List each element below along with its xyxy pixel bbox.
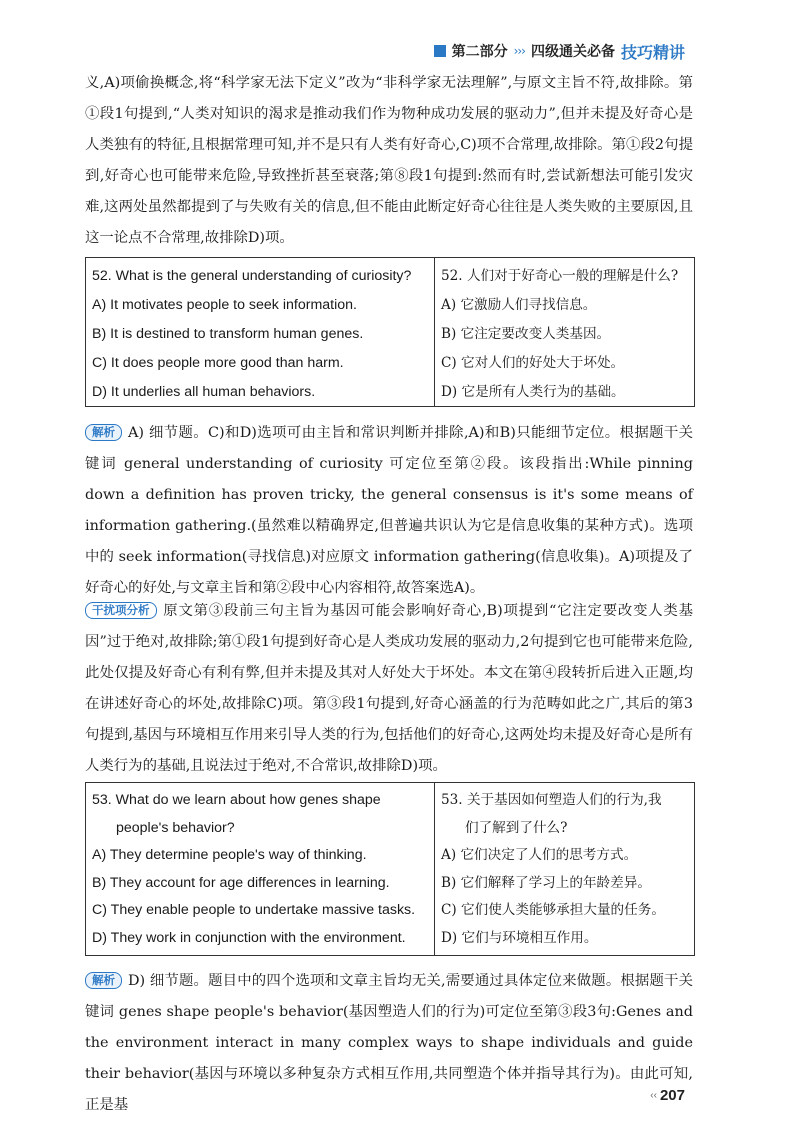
analysis-tag: 解析 (85, 424, 122, 441)
option-a-zh: A) 它们决定了人们的思考方式。 (441, 847, 638, 864)
question-53-english (86, 783, 435, 955)
distractor-52-text: 原文第③段前三句主旨为基因可能会影响好奇心,B)项提到“它注定要改变人类基因”过于绝对,故排除;第①段1句提到好奇心是人类成功发展的驱动力,2句提到它也可能带来危险,此处仅提及好奇心有利有弊,但并未提及其对人好处大于坏处。本文在第④段转折后进入正题,均在讲述好奇心的坏处,故排除C)项。第③段1句提到,好奇心涵盖的行为范畴如此之广,其后的第3句提到,基因与环境相互作用来引导人类的行为,包括他们的好奇心,这两处均未提及好奇心是所有人类行为的基础,且说法过于绝对,不合常识,故排除D)项。 (85, 603, 693, 774)
question-52-stem: 52. What is the general understanding of curiosity? (92, 268, 412, 284)
option-a: A) It motivates people to seek information. (92, 297, 357, 313)
analysis-53 (85, 966, 693, 1121)
option-a: A) They determine people's way of thinking. (92, 847, 367, 864)
option-d-zh: D) 它是所有人类行为的基础。 (441, 384, 625, 400)
analysis-53-text: D) 细节题。题目中的四个选项和文章主旨均无关,需要通过具体定位来做题。根据题干关键词 genes shape people's behavior(基因塑造人们的行为)可定位至第③段3句:Genes and the environment interact in many complex ways to shape individuals and guide their behavior(基因与环境以多种复杂方式相互作用,共同塑造个体并指导其行为)。由此可知,正是基 (85, 973, 693, 1113)
option-b-zh: B) 它们解释了学习上的年龄差异。 (441, 874, 651, 891)
option-c-zh: C) 它们使人类能够承担大量的任务。 (441, 902, 665, 919)
analysis-52-text: A) 细节题。C)和D)选项可由主旨和常识判断并排除,A)和B)只能细节定位。根据题干关键词 general understanding of curiosity 可定位至第②段。该段指出:While pinning down a definition has proven tricky, the general consensus is it's some means of information gathering.(虽然难以精确界定,但普遍共识认为它是信息收集的某种方式)。选项中的 seek information(寻找信息)对应原文 information gathering(信息收集)。A)项提及了好奇心的好处,与文章主旨和第②段中心内容相符,故答案选A)。 (85, 425, 693, 596)
option-b-zh: B) 它注定要改变人类基因。 (441, 326, 611, 342)
question-52-chinese (435, 258, 694, 406)
option-c: C) It does people more good than harm. (92, 355, 344, 371)
question-53-stem: 53. What do we learn about how genes shape (92, 792, 381, 808)
question-53-table (85, 782, 695, 956)
option-b: B) They account for age differences in learning. (92, 874, 390, 891)
analysis-tag: 解析 (85, 972, 122, 989)
page-footer (650, 1087, 685, 1104)
question-52-stem-zh: 52. 人们对于好奇心一般的理解是什么? (441, 268, 679, 284)
option-a-zh: A) 它激励人们寻找信息。 (441, 297, 597, 313)
header-skill: 技巧精讲 (620, 42, 685, 62)
page-number: 207 (659, 1087, 685, 1104)
chevron-left-icon: ‹‹ (650, 1090, 657, 1101)
question-53-stem-zh-cont: 们了解到了什么? (465, 819, 568, 836)
question-53-stem-cont: people's behavior? (116, 819, 235, 836)
question-52-english (86, 258, 435, 406)
distractor-analysis-52 (85, 596, 693, 782)
header-part: 第二部分 (451, 44, 508, 60)
option-d: D) It underlies all human behaviors. (92, 384, 316, 400)
question-52-table (85, 257, 695, 407)
option-b: B) It is destined to transform human genes. (92, 326, 364, 342)
paragraph-continuation: 义,A)项偷换概念,将“科学家无法下定义”改为“非科学家无法理解”,与原文主旨不符,故排除。第①段1句提到,“人类对知识的渴求是推动我们作为物种成功发展的驱动力”,但并未提及好奇心是人类独有的特征,且根据常理可知,并不是只有人类有好奇心,C)项不合常理,故排除。第①段2句提到,好奇心也可能带来危险,导致挫折甚至衰落;第⑧段1句提到:然而有时,尝试新想法可能引发灾难,这两处虽然都提到了与失败有关的信息,但不能由此断定好奇心往往是人类失败的主要原因,且这一论点不合常理,故排除D)项。 (85, 75, 693, 246)
chevron-right-icon: ››› (513, 44, 525, 58)
blue-square-icon (434, 45, 446, 57)
analysis-52 (85, 418, 693, 604)
running-header (434, 40, 685, 62)
distractor-tag: 干扰项分析 (85, 602, 157, 619)
question-53-stem-zh: 53. 关于基因如何塑造人们的行为,我 (441, 792, 662, 808)
option-d: D) They work in conjunction with the environment. (92, 929, 406, 946)
option-c-zh: C) 它对人们的好处大于坏处。 (441, 355, 625, 371)
option-c: C) They enable people to undertake massive tasks. (92, 902, 416, 919)
question-53-chinese (435, 783, 694, 955)
header-level: 四级通关必备 (530, 44, 615, 60)
option-d-zh: D) 它们与环境相互作用。 (441, 929, 598, 946)
